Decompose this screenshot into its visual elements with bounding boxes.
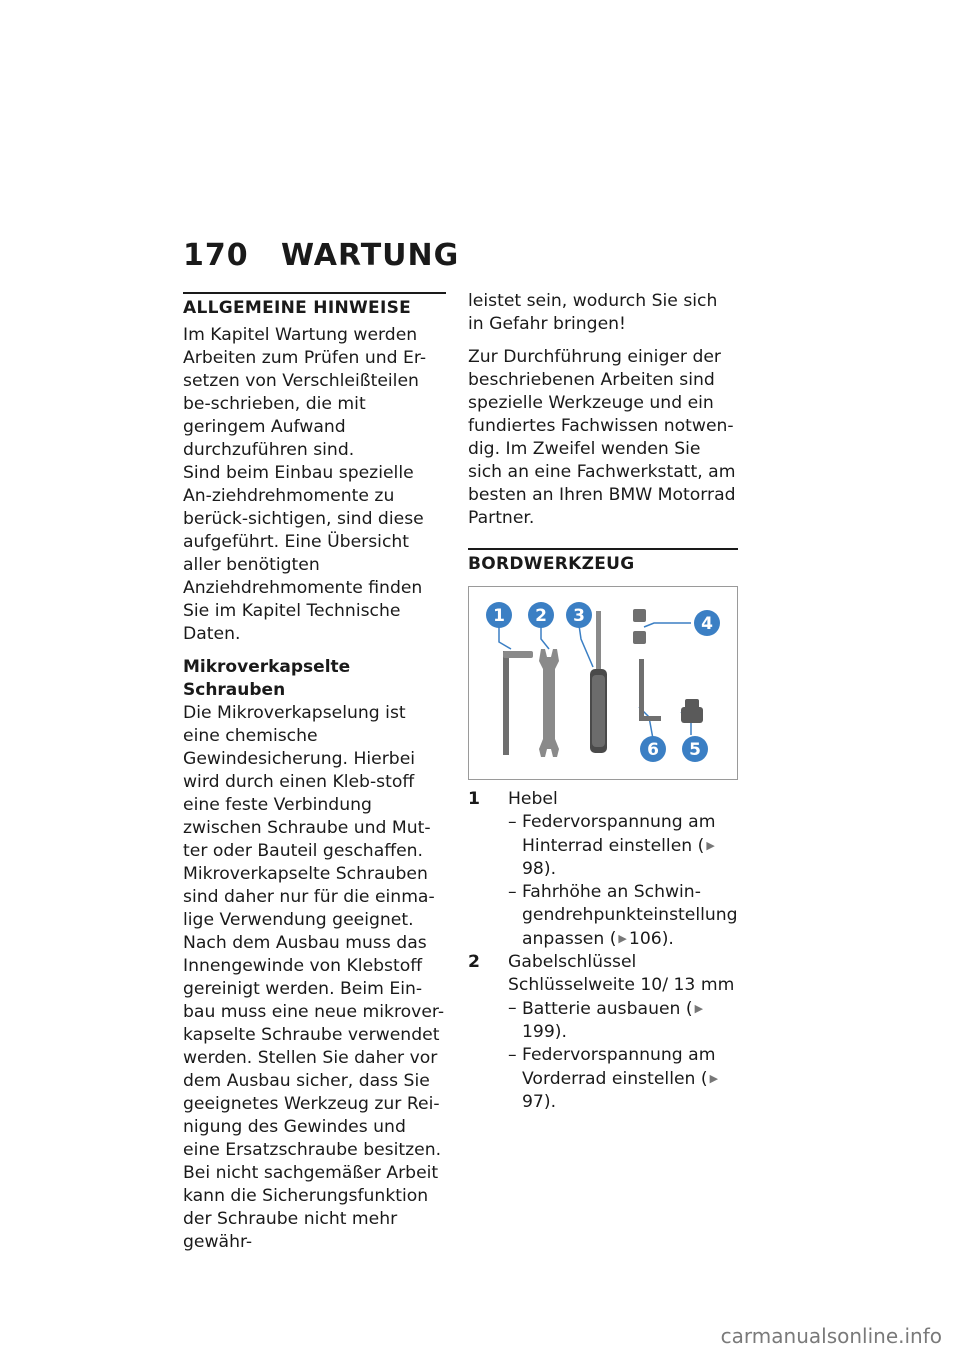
section-title-bordwerkzeug: BORDWERKZEUG [468, 554, 635, 574]
left-column [183, 292, 446, 1264]
micro-paragraph-1: Die Mikroverkapselung ist eine chemische Gewindesicherung. Hierbei wird durch einen Kleb-stoff eine feste Verbindung zwischen Schraube und Mut-ter oder Bauteil geschaffen. Mikroverkapselte Schrauben sind daher nur für die einma-lige Verwendung geeignet. [183, 703, 435, 930]
watermark: carmanualsonline.info [720, 1324, 942, 1348]
legend-item: – Fahrhöhe an Schwin-gendrehpunkteinstellung anpassen ( ▶ 106). [508, 882, 738, 949]
legend-entry [468, 788, 738, 951]
workshop-paragraph: Zur Durchführung einiger der beschriebenen Arbeiten sind spezielle Werkzeuge und ein fundiertes Fachwissen notwen-dig. Im Zweifel wenden Sie sich an eine Fachwerkstatt, am besten an Ihren BMW Motorrad Partner. [468, 347, 736, 528]
legend-item: – Federvorspannung am Hinterrad einstellen ( ▶98). [508, 812, 716, 879]
toolkit-figure [468, 586, 738, 780]
page-ref: 97). [522, 1092, 557, 1112]
micro-paragraph-2: Nach dem Ausbau muss das Innengewinde von Klebstoff gereinigt werden. Beim Ein-bau muss eine neue mikrover-kapselte Schraube verwendet werden. Stellen Sie daher vor dem Ausbau sicher, dass Sie geeignetes Werkzeug zur Rei-nigung des Gewindes und eine Ersatzschraube besitzen. Bei nicht sachgemäßer Arbeit kann die Sicherungsfunktion der Schraube nicht mehr gewähr- [183, 933, 445, 1252]
legend-item-text: Federvorspannung am Hinterrad einstellen [522, 812, 716, 856]
hex-key-tool [639, 659, 661, 721]
svg-text:3: 3 [573, 606, 585, 626]
legend-number: 1 [468, 789, 480, 809]
right-column [468, 290, 738, 1114]
subsection-title-mikroverkapselt: Mikroverkapselte Schrauben [183, 657, 351, 700]
screwdriver-tool [590, 611, 607, 753]
callout-badge-2 [528, 602, 554, 628]
legend-item-text: Federvorspannung am Vorderrad einstellen [522, 1045, 716, 1089]
legend-title: Gabelschlüssel [508, 952, 637, 972]
svg-text:2: 2 [535, 606, 547, 626]
page-number: 170 [183, 238, 249, 273]
section-rule [183, 292, 446, 294]
lever-tool [503, 651, 533, 755]
page-ref: 199). [522, 1022, 567, 1042]
legend-subtitle: Schlüsselweite 10/ 13 mm [508, 975, 735, 995]
svg-text:5: 5 [689, 740, 701, 760]
callout-badge-3 [566, 602, 592, 628]
legend-item-text: Fahrhöhe an Schwin-gendrehpunkteinstellung anpassen [522, 882, 738, 949]
legend-item: – Batterie ausbauen ( ▶199). [508, 998, 704, 1042]
chapter-title: WARTUNG [281, 238, 460, 273]
svg-text:1: 1 [493, 606, 505, 626]
callout-badge-6 [640, 736, 666, 762]
arrow-ref-icon: ▶ [618, 932, 627, 945]
svg-text:4: 4 [701, 614, 713, 634]
legend-title: Hebel [508, 789, 558, 809]
legend-item: – Federvorspannung am Vorderrad einstellen ( ▶97). [508, 1045, 719, 1112]
tool-legend [468, 788, 738, 1114]
callout-badge-4 [694, 610, 720, 636]
page-ref: 106). [628, 929, 674, 949]
wrench-tool [539, 649, 559, 757]
arrow-ref-icon: ▶ [694, 1002, 704, 1015]
legend-item-text: Batterie ausbauen [522, 999, 681, 1019]
section-title-allgemeine: ALLGEMEINE HINWEISE [183, 298, 412, 318]
intro-paragraph-1: Im Kapitel Wartung werden Arbeiten zum Prüfen und Er-setzen von Verschleißteilen be-schrieben, die mit geringem Aufwand durchzuführen sind. [183, 325, 427, 460]
arrow-ref-icon: ▶ [709, 1072, 719, 1085]
continuation-paragraph: leistet sein, wodurch Sie sich in Gefahr bringen! [468, 291, 718, 334]
adapter-tool [681, 699, 703, 723]
page-header [183, 238, 459, 273]
page-ref: 98). [522, 859, 557, 879]
legend-entry [468, 951, 738, 1114]
svg-text:6: 6 [647, 740, 659, 760]
toolkit-illustration [469, 587, 737, 779]
arrow-ref-icon: ▶ [706, 839, 715, 852]
callout-badge-5 [682, 736, 708, 762]
legend-number: 2 [468, 952, 480, 972]
intro-paragraph-2: Sind beim Einbau spezielle An-ziehdrehmomente zu berück-sichtigen, sind diese aufgeführt. Eine Übersicht aller benötigten Anziehdrehmomente finden Sie im Kapitel Technische Daten. [183, 463, 424, 644]
callout-badge-1 [486, 602, 512, 628]
section-rule [468, 548, 738, 550]
